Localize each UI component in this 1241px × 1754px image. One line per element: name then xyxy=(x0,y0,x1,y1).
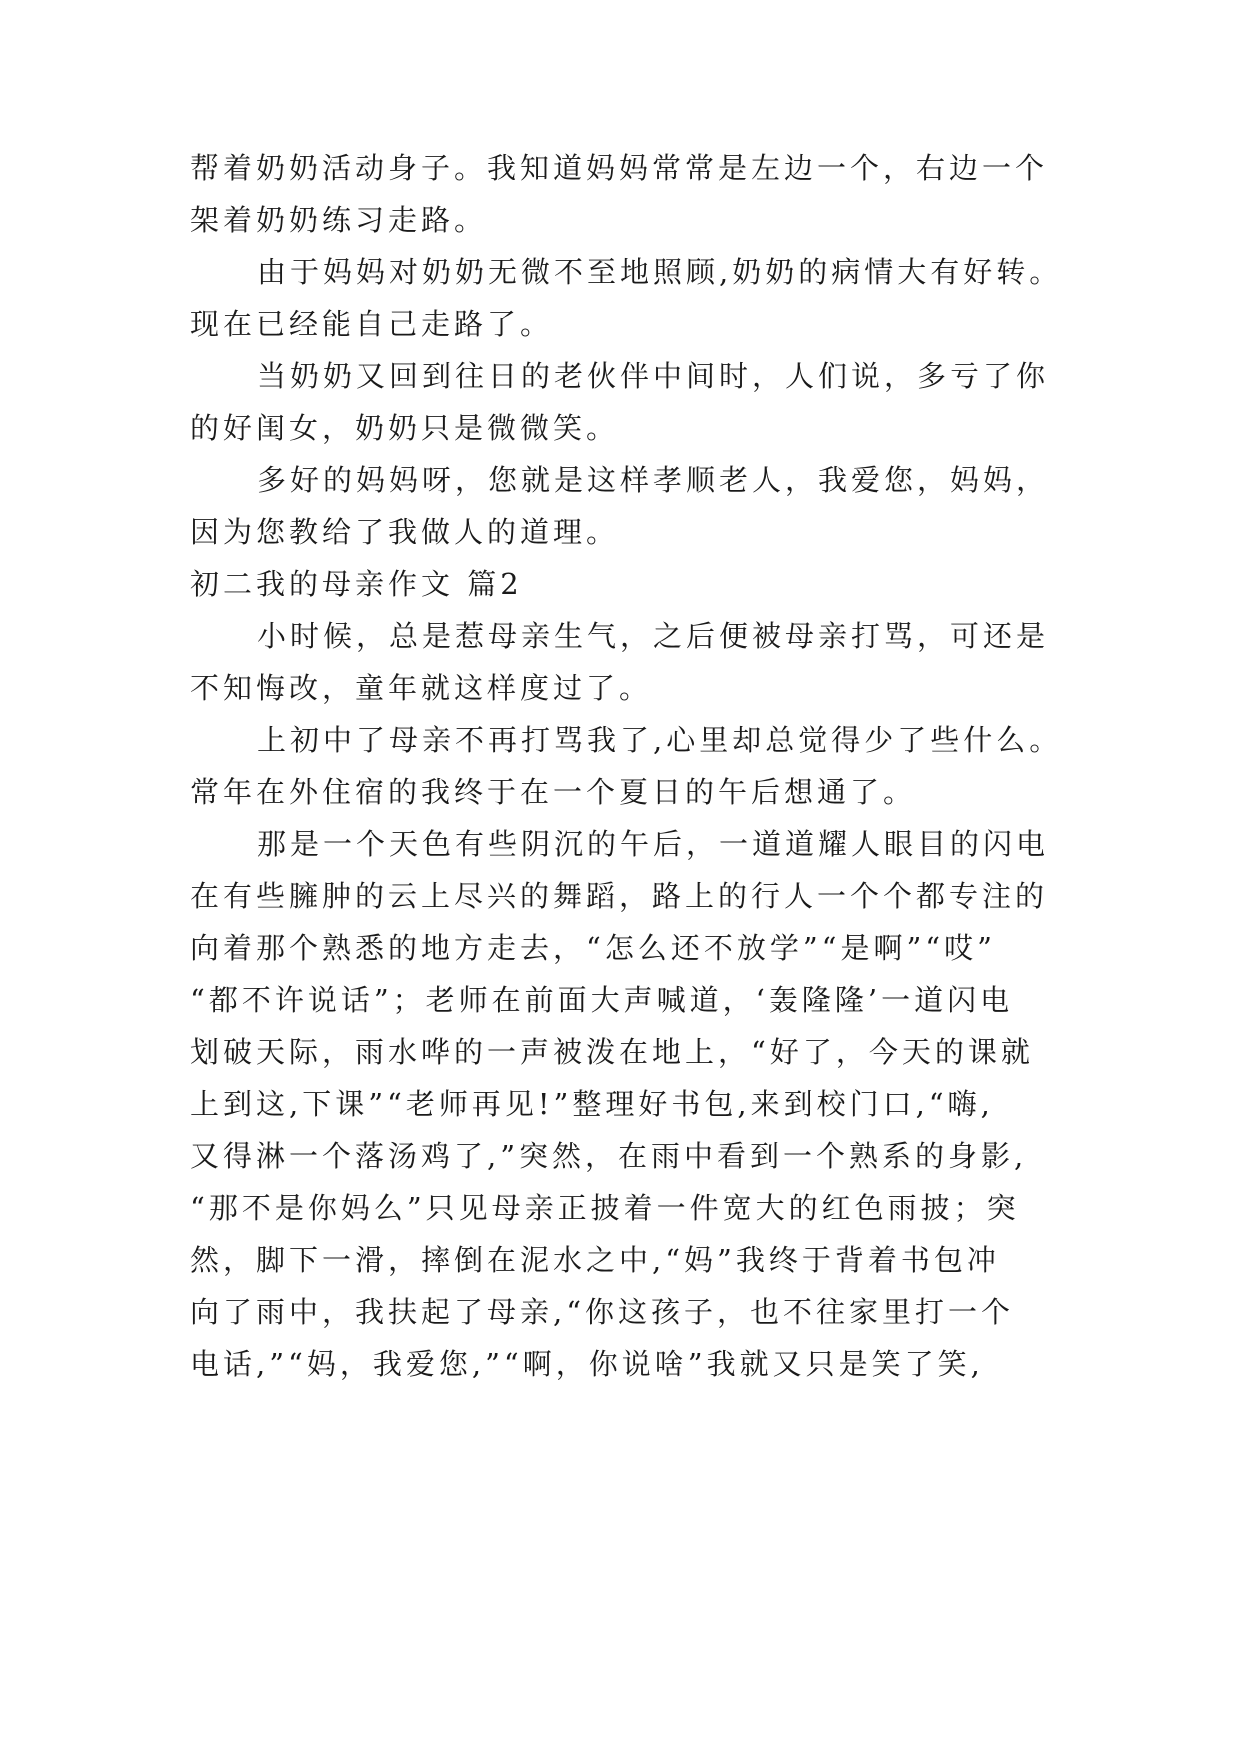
text-line: 然，脚下一滑，摔倒在泥水之中,“妈”我终于背着书包冲 xyxy=(190,1243,1000,1277)
text-line: “都不许说话”；老师在前面大声喊道，‘轰隆隆’一道闪电 xyxy=(190,983,1014,1017)
text-line: “那不是你妈么”只见母亲正披着一件宽大的红色雨披；突 xyxy=(190,1191,1020,1225)
paragraph-start: 小时候，总是惹母亲生气，之后便被母亲打骂，可还是 xyxy=(257,619,1050,653)
text-line: 向了雨中，我扶起了母亲,“你这孩子，也不往家里打一个 xyxy=(190,1295,1015,1329)
section-heading: 初二我的母亲作文 篇2 xyxy=(190,567,523,601)
text-line: 常年在外住宿的我终于在一个夏日的午后想通了。 xyxy=(190,775,917,809)
paragraph-start: 由于妈妈对奶奶无微不至地照顾,奶奶的病情大有好转。 xyxy=(257,255,1063,289)
text-line: 现在已经能自己走路了。 xyxy=(190,307,554,341)
paragraph-start: 当奶奶又回到往日的老伙伴中间时，人们说，多亏了你 xyxy=(257,359,1050,393)
text-line: 不知悔改，童年就这样度过了。 xyxy=(190,671,653,705)
text-line: 的好闺女，奶奶只是微微笑。 xyxy=(190,411,620,445)
text-line: 架着奶奶练习走路。 xyxy=(190,203,488,237)
text-line: 因为您教给了我做人的道理。 xyxy=(190,515,620,549)
text-line: 上到这,下课”“老师再见!”整理好书包,来到校门口,“嗨, xyxy=(190,1087,994,1121)
text-line: 向着那个熟悉的地方走去，“怎么还不放学”“是啊”“哎” xyxy=(190,931,996,965)
paragraph-start: 多好的妈妈呀，您就是这样孝顺老人，我爱您，妈妈， xyxy=(257,463,1050,497)
paragraph-start: 那是一个天色有些阴沉的午后，一道道耀人眼目的闪电 xyxy=(257,827,1050,861)
text-line: 帮着奶奶活动身子。我知道妈妈常常是左边一个，右边一个 xyxy=(190,151,1049,185)
text-line: 划破天际，雨水哗的一声被泼在地上，“好了，今天的课就 xyxy=(190,1035,1034,1069)
text-line: 在有些臃肿的云上尽兴的舞蹈，路上的行人一个个都专注的 xyxy=(190,879,1049,913)
paragraph-start: 上初中了母亲不再打骂我了,心里却总觉得少了些什么。 xyxy=(257,723,1063,757)
text-line: 电话,”“妈，我爱您,”“啊，你说啥”我就又只是笑了笑, xyxy=(190,1347,984,1381)
text-line: 又得淋一个落汤鸡了,”突然，在雨中看到一个熟系的身影, xyxy=(190,1139,1028,1173)
